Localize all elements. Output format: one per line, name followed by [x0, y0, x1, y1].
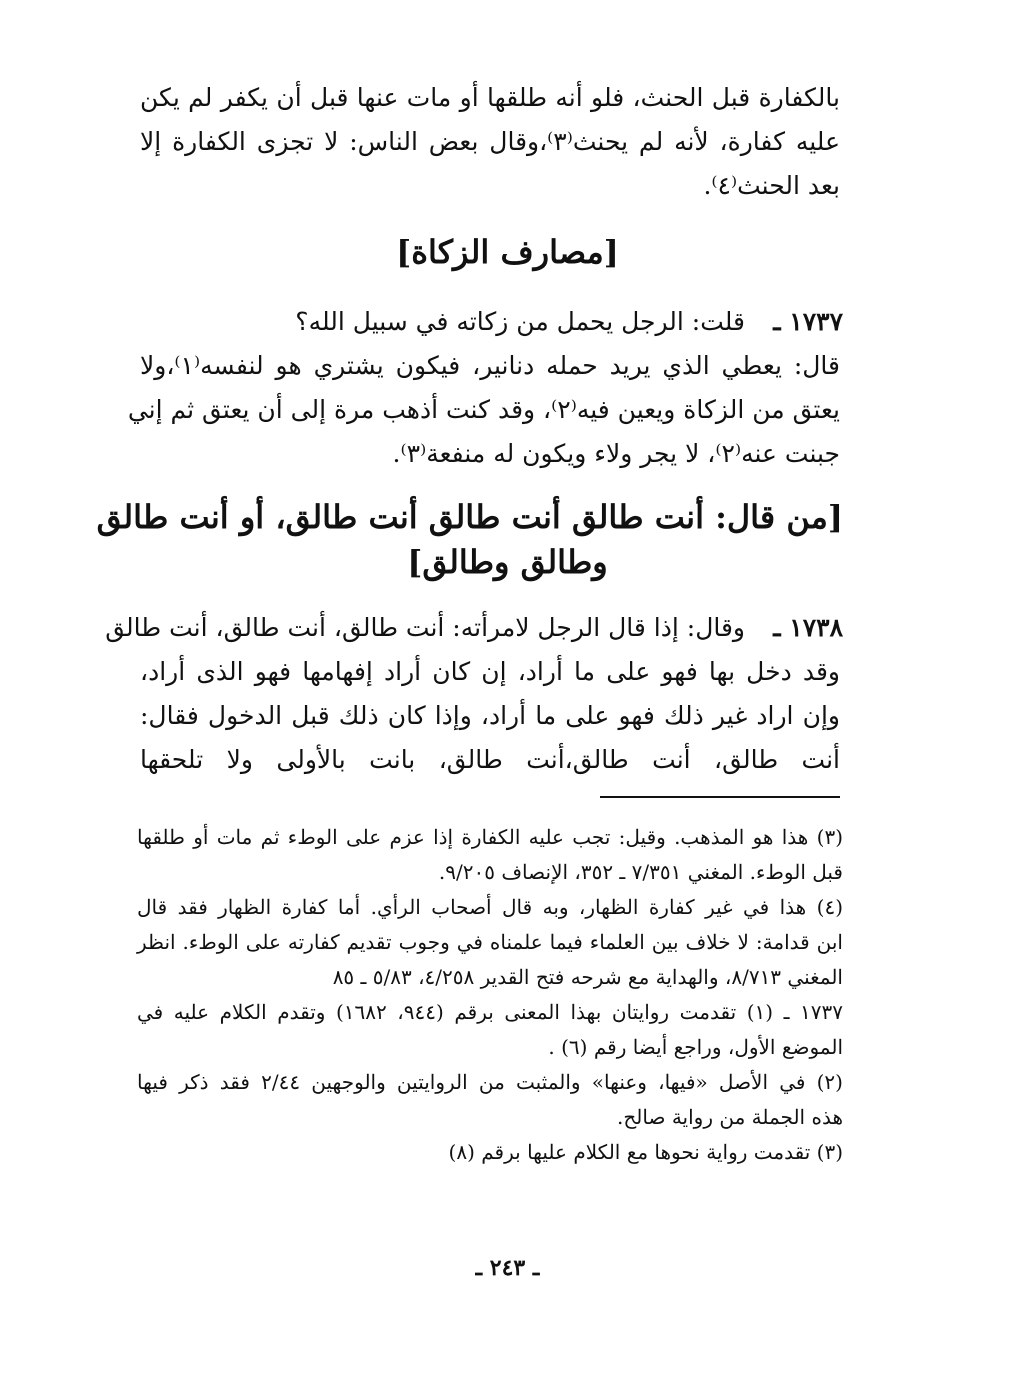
top-paragraph [140, 76, 840, 208]
footnote-line: المغني ٨/٧١٣، والهداية مع شرحه فتح القدير ٤/٢٥٨، ٥/٨٣ ـ ٨٥ [332, 965, 843, 989]
text-line: يعتق من الزكاة ويعين فيه⁽٢⁾، وقد كنت أذهب مرة إلى أن يعتق ثم إني [127, 395, 840, 424]
footnote-line: ١٧٣٧ ـ (١) تقدمت روايتان بهذا المعنى برقم (٩٤٤، ١٦٨٢) وتقدم الكلام عليه في [137, 1000, 843, 1024]
entry-number-1737: ١٧٣٧ ـ [773, 307, 843, 336]
text-line: وقد دخل بها فهو على ما أراد، إن كان أراد إفهامها فهو الذى أراد، [140, 657, 840, 686]
footnote-line: (٤) هذا في غير كفارة الظهار، وبه قال أصحاب الرأي. أما كفارة الظهار فقد قال [137, 895, 843, 919]
section-heading-zakat: [مصارف الزكاة] [396, 233, 619, 271]
entry-1738-body [140, 650, 840, 782]
text-line: عليه كفارة، لأنه لم يحنث⁽٣⁾،وقال بعض الناس: لا تجزى الكفارة إلا [140, 127, 840, 156]
text-line: قلت: الرجل يحمل من زكاته في سبيل الله؟ [295, 307, 745, 336]
entry-1738-first-line [105, 606, 745, 650]
text-line: وإن اراد غير ذلك فهو على ما أراد، وإذا كان ذلك قبل الدخول فقال: [140, 701, 840, 730]
text-line: أنت طالق، أنت طالق،أنت طالق، بانت بالأولى ولا تلحقها [140, 745, 840, 774]
entry-1737-body [127, 344, 840, 476]
footnote-line: ابن قدامة: لا خلاف بين العلماء فيما علمناه في وجوب تقديم كفارته على الوطء. انظر [137, 930, 843, 954]
text-line: بعد الحنث⁽٤⁾. [703, 171, 840, 200]
footnote-line: (٣) هذا هو المذهب. وقيل: تجب عليه الكفارة إذا عزم على الوطء ثم مات أو طلقها [137, 825, 843, 849]
text-line: وقال: إذا قال الرجل لامرأته: أنت طالق، أنت طالق، أنت طالق [105, 613, 745, 642]
section-heading-talaq-line2: وطالق وطالق] [407, 543, 608, 581]
section-heading-talaq-line1: [من قال: أنت طالق أنت طالق أنت طالق، أو أنت طالق [96, 498, 843, 536]
footnote-line: هذه الجملة من رواية صالح. [617, 1105, 843, 1129]
text-line: جبنت عنه⁽٢⁾، لا يجر ولاء ويكون له منفعة⁽٣⁾. [392, 439, 840, 468]
footnote-line: (٢) في الأصل «فيها، وعنها» والمثبت من الروايتين والوجهين ٢/٤٤ فقد ذكر فيها [137, 1070, 843, 1094]
text-line: قال: يعطي الذي يريد حمله دنانير، فيكون يشتري هو لنفسه⁽١⁾،ولا [140, 351, 840, 380]
footnotes [137, 820, 843, 1170]
entry-number-1738: ١٧٣٨ ـ [773, 613, 843, 642]
footnote-line: (٣) تقدمت رواية نحوها مع الكلام عليها برقم (٨) [448, 1140, 843, 1164]
page-number: ـ ٢٤٣ ـ [475, 1255, 540, 1281]
footnote-line: الموضع الأول، وراجع أيضا رقم (٦) . [548, 1035, 843, 1059]
text-line: بالكفارة قبل الحنث، فلو أنه طلقها أو مات عنها قبل أن يكفر لم يكن [140, 83, 840, 112]
entry-1737-first-line [140, 300, 745, 344]
footnote-separator [600, 796, 840, 798]
footnote-line: قبل الوطء. المغني ٧/٣٥١ ـ ٣٥٢، الإنصاف ٩/٢٠٥. [438, 860, 843, 884]
